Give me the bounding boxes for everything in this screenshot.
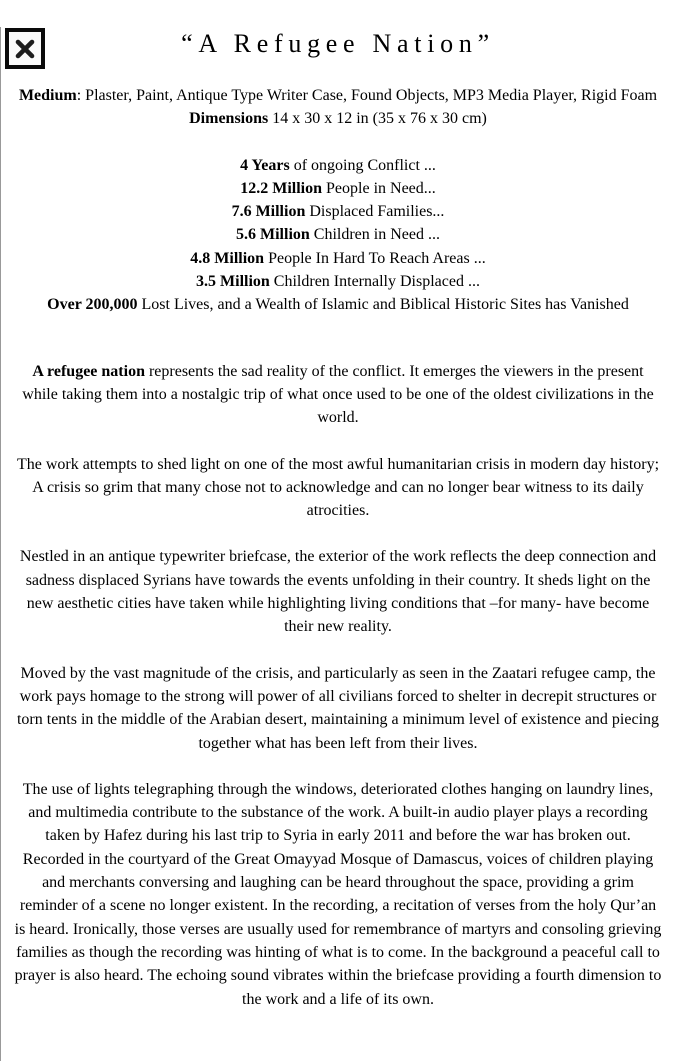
stat-value: 4 Years (240, 156, 290, 174)
close-button[interactable] (5, 28, 45, 69)
stat-line (14, 177, 662, 200)
stat-value: 12.2 Million (240, 179, 323, 197)
medium-label: Medium (18, 87, 77, 104)
paragraph (14, 453, 662, 523)
paragraph (14, 662, 662, 755)
paragraph (14, 545, 662, 638)
stat-line (14, 223, 662, 246)
stat-line (14, 247, 662, 270)
statement-paragraphs (14, 317, 662, 1011)
paragraph-lead: A refugee nation (32, 362, 145, 380)
dimensions-line (14, 107, 662, 130)
stat-text: Children in Need ... (309, 226, 440, 244)
stat-line (14, 293, 662, 316)
stat-text: People in Need... (322, 179, 436, 197)
paragraph-text: Moved by the vast magnitude of the crisis, and particularly as seen in the Zaatari refugee camp, the work pays homage to the strong will power of all civilians forced to shelter in decrepit structures or torn tents in the middle of the Arabian desert, maintaining a minimum level of existence and piecing together what has been left from their lives. (16, 664, 660, 752)
medium-line (14, 84, 662, 107)
stat-value: 7.6 Million (231, 203, 306, 221)
dimensions-text: 14 x 30 x 12 in (35 x 76 x 30 cm) (268, 110, 487, 128)
stat-line (14, 200, 662, 223)
stat-text: People In Hard To Reach Areas ... (264, 249, 486, 267)
paragraph (14, 778, 662, 1011)
x-icon (14, 38, 36, 60)
dimensions-label: Dimensions (189, 110, 269, 128)
paragraph-text: Nestled in an antique typewriter briefcase, the exterior of the work reflects the deep connection and sadness displaced Syrians have towards the events unfolding in their country. It sheds light on the new aesthetic cities have taken while highlighting living conditions that –for many- have become their new reality. (19, 548, 657, 636)
stat-text: Displaced Families... (305, 203, 445, 221)
stat-text: of ongoing Conflict ... (289, 156, 436, 174)
artwork-details (14, 84, 662, 131)
paragraph-text: represents the sad reality of the conflict. It emerges the viewers in the present while taking them into a nostalgic trip of what once used to be one of the oldest civilizations in the world. (22, 362, 654, 427)
artwork-statement (1, 27, 675, 1011)
paragraph-text: The work attempts to shed light on one of the most awful humanitarian crisis in modern day history; A crisis so grim that many chose not to acknowledge and can no longer bear witness to its daily atrocities. (16, 455, 660, 520)
stat-line (14, 270, 662, 293)
stat-value: 5.6 Million (236, 226, 310, 244)
page (0, 27, 675, 1061)
stat-text: Children Internally Displaced ... (269, 273, 480, 291)
paragraph (14, 360, 662, 430)
stat-value: 4.8 Million (190, 249, 265, 267)
stat-value: Over 200,000 (47, 296, 138, 314)
stat-text: Lost Lives, and a Wealth of Islamic and Biblical Historic Sites has Vanished (137, 296, 629, 314)
artwork-title: “A Refugee Nation” (181, 29, 495, 58)
paragraph-text: The use of lights telegraphing through the windows, deteriorated clothes hanging on laundry lines, and multimedia contribute to the substance of the work. A built-in audio player plays a recording taken by Hafez during his last trip to Syria in early 2011 and before the war has broken out. Recorded in the courtyard of the Great Omayyad Mosque of Damascus, voices of children playing and merchants conversing and laughing can be heard throughout the space, providing a grim reminder of a scene no longer existent. In the recording, a recitation of verses from the holy Qur’an is heard. Ironically, those verses are usually used for remembrance of martyrs and consoling grieving families as though the recording was hinting of what is to come. In the background a peaceful call to prayer is also heard. The echoing sound vibrates within the briefcase providing a fourth dimension to the work and a life of its own. (14, 780, 662, 1008)
stats-list (14, 154, 662, 317)
stat-line (14, 154, 662, 177)
medium-text: : Plaster, Paint, Antique Type Writer Case, Found Objects, MP3 Media Player, Rigid Foam (76, 87, 658, 104)
stat-value: 3.5 Million (196, 273, 270, 291)
